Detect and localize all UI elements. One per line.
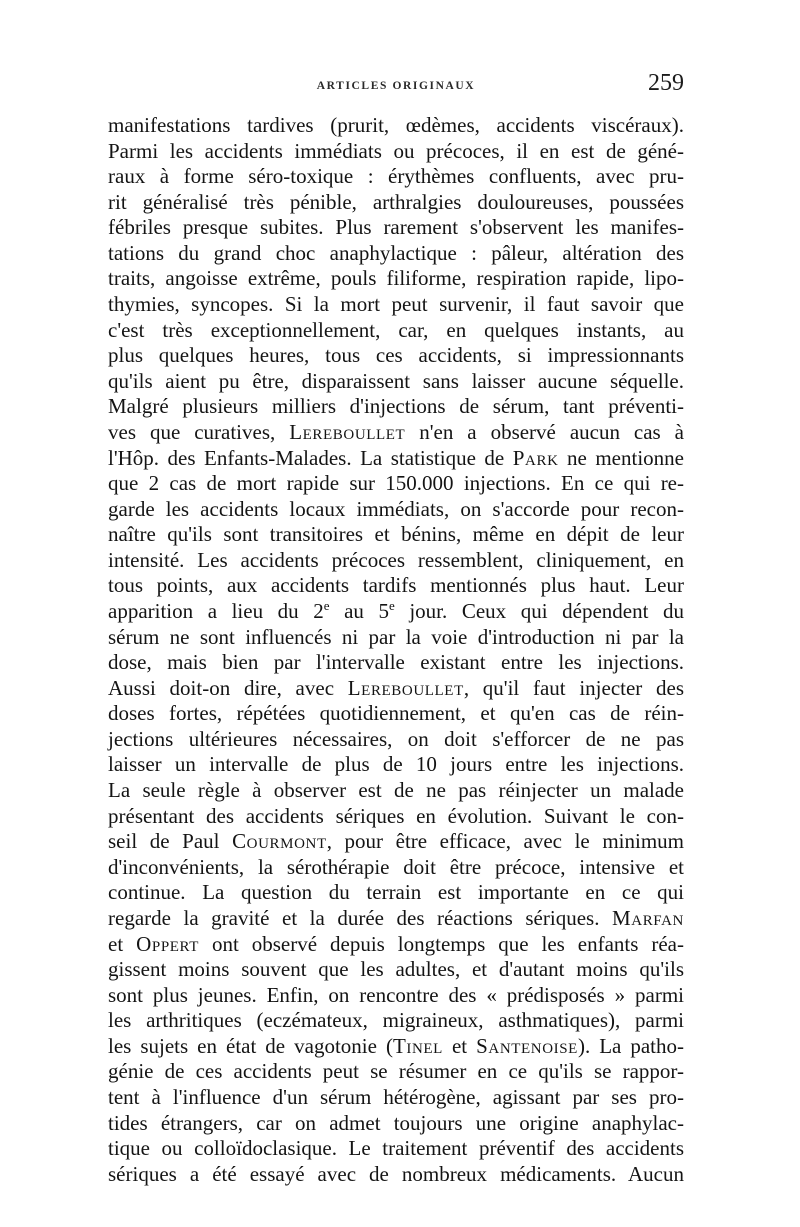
text-line [108,139,684,165]
text-segment: c'est très exceptionnellement, car, en quelques instants, au [108,317,684,342]
text-line [108,625,684,651]
body-text [108,113,684,1187]
ordinal-superscript: e [323,597,330,613]
text-line [108,829,684,855]
text-segment: sont plus jeunes. Enfin, on rencontre des « prédisposés » parmi [108,982,684,1007]
text-segment: plus quelques heures, tous ces accidents, si impressionnants [108,343,684,368]
text-line [108,343,684,369]
text-line [108,804,684,830]
text-segment: La seule règle à observer est de ne pas réinjecter un malade [108,778,684,803]
text-segment: Aussi doit-on dire, avec [108,675,348,700]
text-segment: apparition a lieu du 2 [108,598,324,623]
text-line [108,394,684,420]
text-segment: regarde la gravité et la durée des réactions sériques. [108,905,612,930]
text-segment: n'en a observé aucun cas à [405,419,684,444]
text-segment: fébriles presque subites. Plus rarement s'observent les manifes- [108,215,684,240]
text-line [108,113,684,139]
text-segment: raux à forme séro-toxique : érythèmes confluents, avec pru- [108,164,684,189]
text-segment: sériques a été essayé avec de nombreux médicaments. Aucun [108,1161,684,1186]
text-line [108,855,684,881]
text-line [108,1136,684,1162]
text-segment: ont observé depuis longtemps que les enfants réa- [199,931,684,956]
text-line [108,266,684,292]
text-segment: doses fortes, répétées quotidiennement, et qu'en cas de réin- [108,701,684,726]
text-segment: thymies, syncopes. Si la mort peut survenir, il faut savoir que [108,292,684,317]
text-line [108,676,684,702]
text-line [108,190,684,216]
text-segment: laisser un intervalle de plus de 10 jours entre les injections. [108,752,684,777]
text-segment: , qu'il faut injecter des [463,675,684,700]
text-segment: continue. La question du terrain est importante en ce qui [108,880,684,905]
text-segment: qu'ils aient pu être, disparaissent sans laisser aucune séquelle. [108,368,684,393]
text-segment: traits, angoisse extrême, pouls filiforme, respiration rapide, lipo- [108,266,684,291]
text-line [108,573,684,599]
text-line [108,701,684,727]
author-name: Park [512,445,559,470]
text-segment: l'Hôp. des Enfants-Malades. La statistique de [108,445,513,470]
text-segment: manifestations tardives (prurit, œdèmes, accidents viscéraux). [108,113,684,137]
text-line [108,215,684,241]
page-number: 259 [648,70,684,96]
text-line [108,1162,684,1188]
text-line [108,318,684,344]
text-segment: naître qu'ils sont transitoires et bénins, même en dépit de leur [108,522,684,547]
author-name: Oppert [136,931,199,956]
text-segment: dose, mais bien par l'intervalle existant entre les injections. [108,650,684,675]
text-segment: Parmi les accidents immédiats ou précoces, il en est de géné- [108,138,684,163]
text-line [108,1008,684,1034]
text-segment: gissent moins souvent que les adultes, et d'autant moins qu'ils [108,957,684,982]
running-head [108,68,684,98]
text-line [108,369,684,395]
text-line [108,906,684,932]
text-line [108,522,684,548]
author-name: Lereboullet [347,675,464,700]
text-line [108,1034,684,1060]
text-line [108,752,684,778]
author-name: Tinel [392,1033,443,1058]
text-line [108,1111,684,1137]
text-segment: garde les accidents locaux immédiats, on s'accorde pour recon- [108,496,684,521]
text-line [108,932,684,958]
text-line [108,497,684,523]
text-segment: tides étrangers, car on admet toujours une origine anaphylac- [108,1110,684,1135]
text-line [108,446,684,472]
text-segment: d'inconvénients, la sérothérapie doit être précoce, intensive et [108,854,684,879]
text-line [108,727,684,753]
text-line [108,880,684,906]
text-segment: Malgré plusieurs milliers d'injections de sérum, tant préventi- [108,394,684,419]
text-segment: jour. Ceux qui dépendent du [394,598,684,623]
text-line [108,471,684,497]
text-segment: jections ultérieures nécessaires, on doit s'efforcer de ne pas [108,726,684,751]
ordinal-superscript: e [388,597,395,613]
text-segment: tique ou colloïdoclasique. Le traitement préventif des accidents [108,1136,684,1161]
text-segment: intensité. Les accidents précoces ressemblent, cliniquement, en [108,547,684,572]
author-name: Courmont [232,829,327,854]
text-line [108,599,684,625]
text-line [108,650,684,676]
text-segment: tations du grand choc anaphylactique : pâleur, altération des [108,240,684,265]
author-name: Lereboullet [289,419,406,444]
running-title: ARTICLES ORIGINAUX [316,80,476,92]
text-line [108,420,684,446]
text-segment: sérum ne sont influencés ni par la voie d'introduction ni par la [108,624,684,649]
author-name: Santenoise [476,1033,578,1058]
text-segment: les sujets en état de vagotonie ( [108,1033,393,1058]
text-segment: tent à l'influence d'un sérum hétérogène, agissant par ses pro- [108,1084,684,1109]
text-segment: génie de ces accidents peut se résumer en ce qu'ils se rappor- [108,1059,684,1084]
text-segment: au 5 [329,598,389,623]
text-segment: seil de Paul [108,829,233,854]
text-segment: ne mentionne [558,445,684,470]
text-line [108,241,684,267]
author-name: Marfan [611,905,684,930]
text-segment: rit généralisé très pénible, arthralgies douloureuses, poussées [108,189,684,214]
text-line [108,983,684,1009]
text-segment: et [442,1033,477,1058]
text-segment: tous points, aux accidents tardifs mentionnés plus haut. Leur [108,573,684,598]
text-segment: ves que curatives, [108,419,290,444]
text-segment: que 2 cas de mort rapide sur 150.000 injections. En ce qui re- [108,471,684,496]
text-line [108,164,684,190]
text-line [108,1059,684,1085]
text-segment: les arthritiques (eczémateux, migraineux, asthmatiques), parmi [108,1008,684,1033]
text-segment: ). La patho- [577,1033,685,1058]
text-line [108,778,684,804]
text-segment: et [108,931,137,956]
text-line [108,1085,684,1111]
text-line [108,548,684,574]
text-segment: présentant des accidents sériques en évolution. Suivant le con- [108,803,684,828]
text-line [108,292,684,318]
text-segment: , pour être efficace, avec le minimum [326,829,684,854]
text-line [108,957,684,983]
